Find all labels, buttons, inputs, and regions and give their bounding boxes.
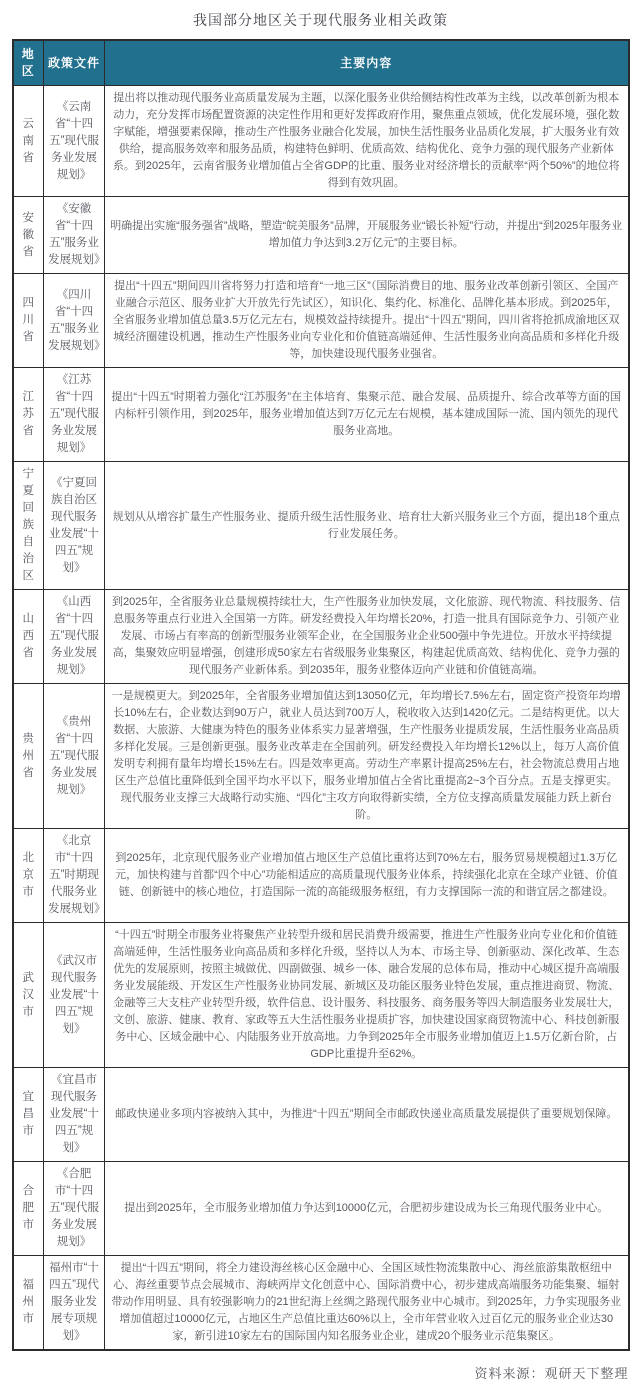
policy-cell: 《合肥市“十四五”现代服务业发展规划》 <box>44 1162 105 1256</box>
content-cell: 提出“十四五”期间，将全力建设海丝核心区金融中心、全国区域性物流集散中心、海丝旅游集散枢纽中心、海丝重要节点会展城市、海峡两岸文化创意中心、国际消费中心，初步建成高端服务功能集聚、辐射带动作用明显、具有较强影响力的21世纪海上丝绸之路现代服务业中心城市。到2025年，力争实现服务业增加值超过10000亿元，占地区生产总值比重达60%以上，全市年营业收入过百亿元的服务业企业达30家，新引进10家左右的国际国内知名服务业企业，建成20个服务业示范集聚区。 <box>105 1256 629 1351</box>
policy-cell: 《武汉市现代服务业发展“十四五”规划》 <box>44 923 105 1068</box>
page-title: 我国部分地区关于现代服务业相关政策 <box>193 12 448 28</box>
region-cell: 武汉市 <box>13 923 44 1068</box>
policy-cell: 《宜昌市现代服务业发展“十四五”规划》 <box>44 1068 105 1162</box>
region-cell: 福州市 <box>13 1256 44 1351</box>
policy-cell: 《北京市“十四五”时期现代服务业发展规划》 <box>44 829 105 923</box>
policy-cell: 《江苏省“十四五”现代服务业发展规划》 <box>44 368 105 462</box>
region-cell: 北京市 <box>13 829 44 923</box>
content-cell: 到2025年，北京现代服务业产业增加值占地区生产总值比重将达到70%左右，服务贸易规模超过1.3万亿元，加快构建与首都“四个中心”功能相适应的高质量现代服务业体系，持续强化北京在全球产业链、价值链、创新链中的核心地位，打造国际一流的高能级服务枢纽，有力支撑国际一流的和谐宜居之都建设。 <box>105 829 629 923</box>
region-cell: 安徽省 <box>13 197 44 274</box>
content-cell: 提出将以推动现代服务业高质量发展为主题，以深化服务业供给侧结构性改革为主线，以改革创新为根本动力，充分发挥市场配置资源的决定性作用和更好发挥政府作用，聚焦重点领域，优化发展环境，强化数字赋能，增强要素保障，推动生产性服务业融合化发展，加快生活性服务业品质化发展，扩大服务业有效供给，提高服务效率和服务品质，构建特色鲜明、优质高效、结构优化、竞争力强的现代服务产业新体系。到2025年，云南省服务业增加值占全省GDP的比重、服务业对经济增长的贡献率“两个50%”的地位将得到有效巩固。 <box>105 86 629 197</box>
table-header-row <box>13 40 629 86</box>
table-row-fuzhou <box>13 1256 629 1351</box>
region-cell: 江苏省 <box>13 368 44 462</box>
content-cell: 提出到2025年，全市服务业增加值力争达到10000亿元，合肥初步建设成为长三角现代服务业中心。 <box>105 1162 629 1256</box>
region-cell: 山西省 <box>13 590 44 684</box>
policy-cell: 《云南省“十四五”现代服务业发展规划》 <box>44 86 105 197</box>
column-header-content: 主要内容 <box>105 40 629 86</box>
table-row-beijing <box>13 829 629 923</box>
content-cell: “十四五”时期全市服务业将聚焦产业转型升级和居民消费升级需要，推进生产性服务业向专业化和价值链高端延伸，生活性服务业向高品质和多样化升级，坚持以人为本、市场主导、创新驱动、深化改革、生态优先的发展原则，按照主城做优、四副做强、城乡一体、融合发展的总体布局，推动中心城区提升高端服务业发展能级、开发区生产性服务业协同发展、新城区及功能区服务业特色发展，重点推进商贸、物流、金融等三大支柱产业转型升级，软件信息、设计服务、科技服务、商务服务等四大制造服务业发展壮大，文创、旅游、健康、教育、家政等五大生活性服务业提质扩容，加快建设国家商贸物流中心、科技创新服务中心、区域金融中心、内陆服务业开放高地。力争到2025年全市服务业增加值迈上1.5万亿新台阶，占GDP比重提升至62%。 <box>105 923 629 1068</box>
table-row-yichang <box>13 1068 629 1162</box>
table-row-hefei <box>13 1162 629 1256</box>
table-row-ningxia <box>13 462 629 590</box>
column-header-region: 地区 <box>13 40 44 86</box>
region-cell: 宜昌市 <box>13 1068 44 1162</box>
policy-cell: 《宁夏回族自治区现代服务业发展“十四五”规划》 <box>44 462 105 590</box>
table-row-wuhan <box>13 923 629 1068</box>
policy-cell: 《贵州省“十四五”现代服务业发展规划》 <box>44 684 105 829</box>
content-cell: 提出“十四五”期间四川省将努力打造和培育“一地三区”（国际消费目的地、服务业改革创新引领区、全国产业融合示范区、服务业扩大开放先行先试区），知识化、集约化、标准化、品牌化基本形成。到2025年，全省服务业增加值总量3.5万亿元左右，规模效益持续提升。提出“十四五”期间，四川省将抢抓成渝地区双城经济圈建设机遇，推动生产性服务业向专业化和价值链高端延伸、生活性服务业向高品质和多样化升级等，加快建设现代服务业强省。 <box>105 274 629 368</box>
table-row-sichuan <box>13 274 629 368</box>
policy-cell: 《四川省“十四五”服务业发展规划》 <box>44 274 105 368</box>
content-cell: 邮政快递业多项内容被纳入其中，为推进“十四五”期间全市邮政快递业高质量发展提供了重要规划保障。 <box>105 1068 629 1162</box>
policy-cell: 《山西省“十四五”现代服务业发展规划》 <box>44 590 105 684</box>
table-row-anhui <box>13 197 629 274</box>
region-cell: 合肥市 <box>13 1162 44 1256</box>
table-row-shanxi <box>13 590 629 684</box>
region-cell: 云南省 <box>13 86 44 197</box>
region-cell: 宁夏回族自治区 <box>13 462 44 590</box>
content-cell: 到2025年，全省服务业总量规模持续壮大，生产性服务业加快发展，文化旅游、现代物流、科技服务、信息服务等重点行业进入全国第一方阵。研发经费投入年均增长20%，打造一批具有国际竞争力、引领产业发展、市场占有率高的创新型服务业领军企业，在全国服务业企业500强中争先进位。开放水平持续提高，集聚效应明显增强，创建形成50家左右省级服务业集聚区，构建起优质高效、结构优化、竞争力强的现代服务产业新体系。到2035年，服务业整体迈向产业链和价值链高端。 <box>105 590 629 684</box>
content-cell: 一是规模更大。到2025年，全省服务业增加值达到13050亿元，年均增长7.5%左右，固定资产投资年均增长10%左右，企业数达到90万户，就业人员达到700万人，税收收入达到1420亿元。二是结构更优。以大数据、大旅游、大健康为特色的服务业体系实力显著增强，生产性服务业提质发展，生活性服务业高品质多样化发展。三是创新更强。服务业改革走在全国前列。研发经费投入年均增长12%以上，每万人高价值发明专利拥有量年均增长15%左右。四是效率更高。劳动生产率累计提高25%左右，社会物流总费用占地区生产总值比重降低到全国平均水平以下，服务业增加值占全省比重提高2~3个百分点。五是支撑更实。现代服务业支撑三大战略行动实施、“四化”主攻方向取得新实绩，全方位支撑高质量发展能力跃上新台阶。 <box>105 684 629 829</box>
table-row-guizhou <box>13 684 629 829</box>
policy-cell: 《安徽省“十四五”服务业发展规划》 <box>44 197 105 274</box>
region-cell: 四川省 <box>13 274 44 368</box>
table-row-jiangsu <box>13 368 629 462</box>
policy-cell: 福州市“十四五”现代服务业发展专项规划》 <box>44 1256 105 1351</box>
column-header-policy: 政策文件 <box>44 40 105 86</box>
content-cell: 明确提出实施“服务强省”战略，塑造“皖美服务”品牌，开展服务业“锻长补短”行动，并提出“到2025年服务业增加值力争达到3.2万亿元”的主要目标。 <box>105 197 629 274</box>
table-row-yunnan <box>13 86 629 197</box>
content-cell: 规划从从增容扩量生产性服务业、提质升级生活性服务业、培育壮大新兴服务业三个方面，提出18个重点行业发展任务。 <box>105 462 629 590</box>
content-cell: 提出“十四五”时期着力强化“江苏服务”在主体培育、集聚示范、融合发展、品质提升、综合改革等方面的国内标杆引领作用，到2025年，服务业增加值达到7万亿元左右规模，基本建成国际一流、国内领先的现代服务业高地。 <box>105 368 629 462</box>
source-note: 资料来源：观研天下整理 <box>474 1366 629 1381</box>
policy-table <box>12 39 630 1351</box>
region-cell: 贵州省 <box>13 684 44 829</box>
